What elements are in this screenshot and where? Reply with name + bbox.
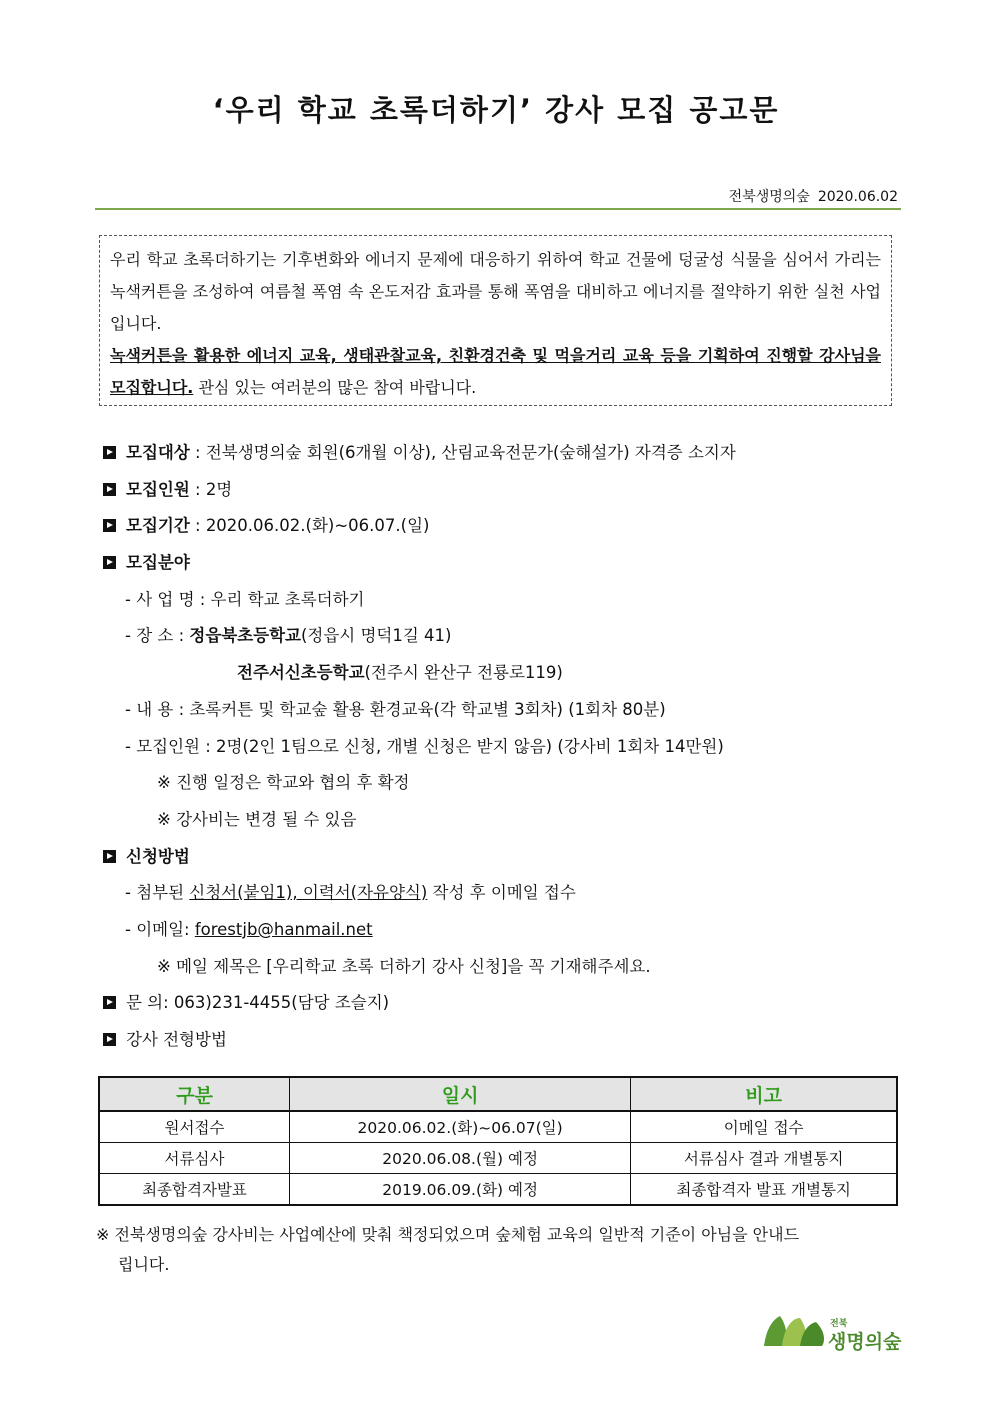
recruitment-details xyxy=(103,435,903,1059)
note-fee: ※ 강사비는 변경 될 수 있음 xyxy=(157,809,357,829)
table-cell: 최종합격자 발표 개별통지 xyxy=(631,1174,897,1206)
field-recruit: - 모집인원 : 2명(2인 1팀으로 신청, 개별 신청은 받지 않음) (강사비 1회차 14만원) xyxy=(125,736,724,756)
selection-schedule-table xyxy=(98,1076,898,1206)
table-cell: 2020.06.08.(월) 예정 xyxy=(289,1143,630,1174)
place-label: - 장 소 : xyxy=(125,626,190,646)
intro-paragraph xyxy=(110,244,881,340)
arrow-box-icon xyxy=(103,483,116,496)
apply-forms-line xyxy=(103,875,903,912)
item-value: : 2명 xyxy=(189,479,233,499)
item-label: 모집인원 xyxy=(126,479,190,499)
table-cell: 2019.06.09.(화) 예정 xyxy=(289,1174,630,1206)
email-label: - 이메일: xyxy=(125,919,195,939)
apply-suffix: 작성 후 이메일 접수 xyxy=(427,883,576,903)
item-label: 모집분야 xyxy=(126,553,190,573)
column-header: 비고 xyxy=(631,1077,897,1111)
item-label: 모집기간 xyxy=(126,516,190,536)
school-name: 정읍북초등학교 xyxy=(189,626,301,646)
table-row xyxy=(99,1143,897,1174)
arrow-box-icon xyxy=(103,519,116,532)
school-address: (전주시 완산구 전룡로119) xyxy=(364,663,563,683)
arrow-box-icon xyxy=(103,1033,116,1046)
item-count xyxy=(103,472,903,509)
table-cell: 이메일 접수 xyxy=(631,1111,897,1143)
contact-text: 문 의: 063)231-4455(담당 조슬지) xyxy=(126,993,390,1013)
fee-footnote xyxy=(96,1220,898,1280)
table-cell: 서류심사 xyxy=(99,1143,289,1174)
item-target xyxy=(103,435,903,472)
publish-date: 2020.06.02 xyxy=(817,189,898,205)
logo-main-text: 생명의숲 xyxy=(828,1331,902,1353)
org-logo xyxy=(762,1312,902,1352)
table-row xyxy=(99,1174,897,1206)
email-line xyxy=(103,912,903,949)
selection-text: 강사 전형방법 xyxy=(126,1030,227,1049)
apply-prefix: - 첨부된 xyxy=(125,883,190,903)
arrow-box-icon xyxy=(103,556,116,569)
note-email-subject: ※ 메일 제목은 [우리학교 초록 더하기 강사 신청]을 꼭 기재해주세요. xyxy=(157,956,651,976)
header-divider xyxy=(95,208,901,210)
item-field xyxy=(103,545,903,582)
item-label: 모집대상 xyxy=(126,443,190,462)
footnote-line-2: 립니다. xyxy=(118,1255,170,1274)
forms-link[interactable]: 신청서(붙임1), 이력서(자유양식) xyxy=(189,883,428,903)
logo-small-text: 전북 xyxy=(830,1319,848,1329)
field-place-2 xyxy=(103,655,903,692)
column-header: 구분 xyxy=(99,1077,289,1111)
item-selection xyxy=(103,1022,903,1059)
school-name: 전주서신초등학교 xyxy=(237,663,365,683)
intro-text: 우리 학교 초록더하기는 기후변화와 에너지 문제에 대응하기 위하여 학교 건물에 덩굴성 식물을 심어서 가리는 녹색커튼을 조성하여 여름철 폭염 속 온도저감 효과를 통해 폭염을 대비하고 에너지를 절약하기 위한 실천 사업입니다. xyxy=(110,250,881,333)
footnote-line-1: ※ 전북생명의숲 강사비는 사업예산에 맞춰 책정되었으며 숲체험 교육의 일반적 기준이 아님을 안내드 xyxy=(96,1225,800,1244)
table-cell: 2020.06.02.(화)~06.07(일) xyxy=(289,1111,630,1143)
item-contact xyxy=(103,985,903,1022)
item-apply xyxy=(103,839,903,876)
tree-logo-icon xyxy=(762,1312,828,1348)
table-cell: 원서접수 xyxy=(99,1111,289,1143)
org-date-line xyxy=(729,186,898,206)
note-schedule: ※ 진행 일정은 학교와 협의 후 확정 xyxy=(157,773,410,793)
school-address: (정읍시 명덕1길 41) xyxy=(300,626,452,646)
page-title: ‘우리 학교 초록더하기’ 강사 모집 공고문 xyxy=(212,93,780,127)
item-label: 신청방법 xyxy=(126,846,190,866)
table-row xyxy=(99,1111,897,1143)
intro-box xyxy=(99,235,892,406)
field-content: - 내 용 : 초록커튼 및 학교숲 활용 환경교육(각 학교별 3회차) (1회차 80분) xyxy=(125,699,666,719)
field-project: - 사 업 명 : 우리 학교 초록더하기 xyxy=(125,589,365,609)
intro-call xyxy=(110,340,881,404)
item-value: : 2020.06.02.(화)~06.07.(일) xyxy=(189,516,430,536)
field-place xyxy=(103,618,903,655)
item-period xyxy=(103,508,903,545)
email-link[interactable]: forestjb@hanmail.net xyxy=(194,919,373,939)
intro-tail: 관심 있는 여러분의 많은 참여 바랍니다. xyxy=(193,378,477,397)
arrow-box-icon xyxy=(103,446,116,459)
intro-emphasis: 녹색커튼을 활용한 에너지 교육, 생태관찰교육, 친환경건축 및 먹을거리 교육 등을 기획하여 진행할 강사님을 모집합니다. xyxy=(110,346,881,397)
org-name: 전북생명의숲 xyxy=(728,189,810,205)
item-value: : 전북생명의숲 회원(6개월 이상), 산림교육전문가(숲해설가) 자격증 소지자 xyxy=(189,443,736,462)
column-header: 일시 xyxy=(289,1077,630,1111)
arrow-box-icon xyxy=(103,850,116,863)
table-cell: 서류심사 결과 개별통지 xyxy=(631,1143,897,1174)
table-cell: 최종합격자발표 xyxy=(99,1174,289,1206)
arrow-box-icon xyxy=(103,996,116,1009)
table-header-row xyxy=(99,1077,897,1111)
